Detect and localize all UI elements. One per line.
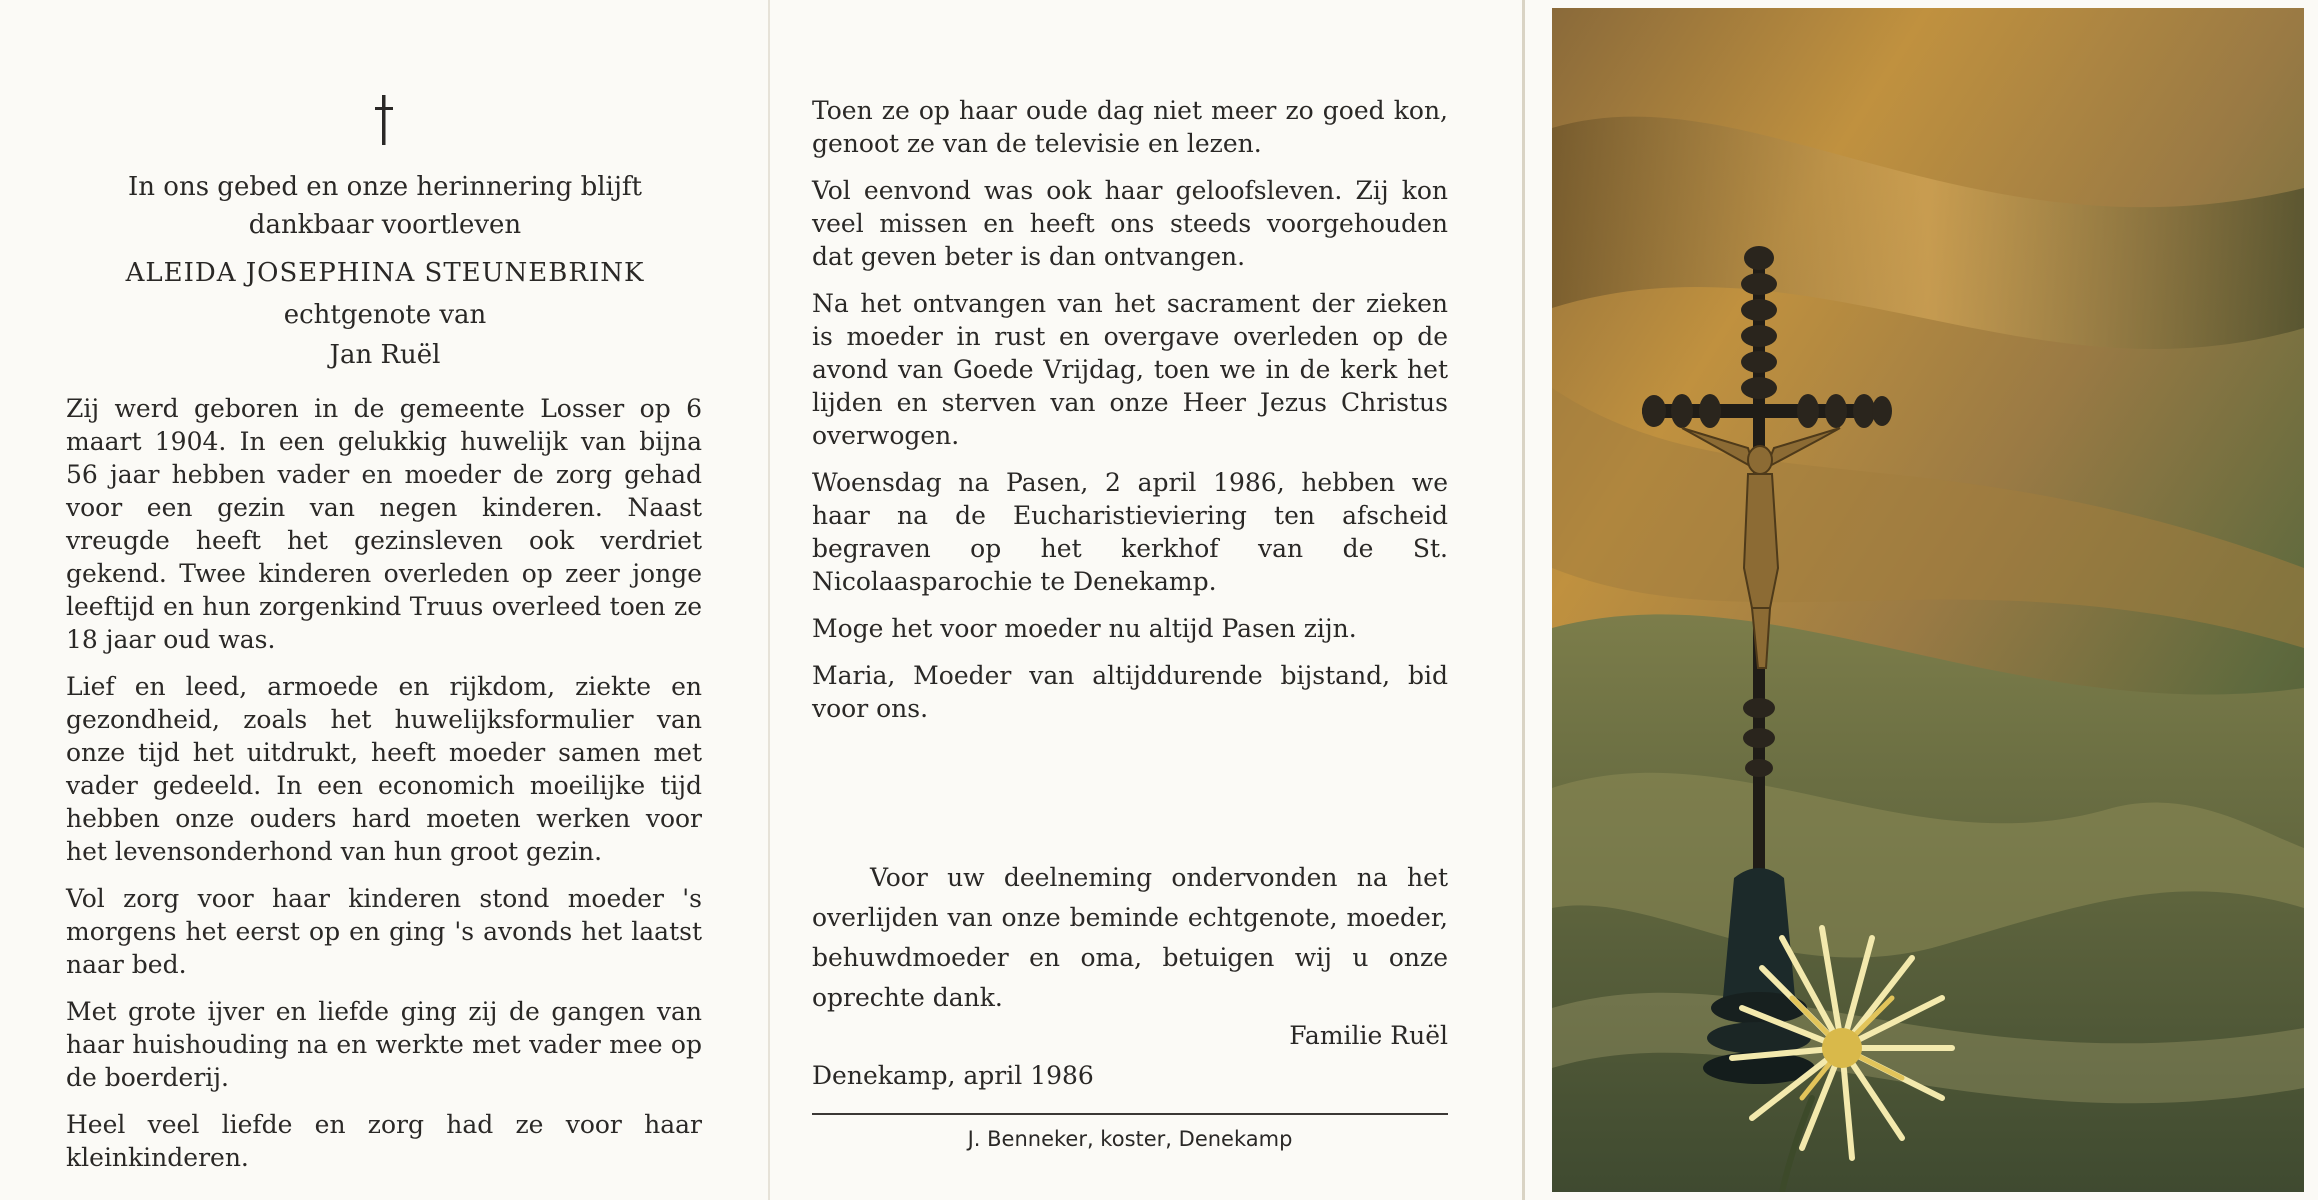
paragraph: Met grote ijver en liefde ging zij de gangen van haar huishouding na en werkte met vader mee op de boerderij.: [66, 997, 702, 1092]
paragraph: Moge het voor moeder nu altijd Pasen zijn.: [812, 614, 1357, 643]
family-signature: Familie Ruël: [1289, 1021, 1448, 1050]
printer-credit: J. Benneker, koster, Denekamp: [967, 1127, 1293, 1151]
paragraph: Na het ontvangen van het sacrament der zieken is moeder in rust en overgave overleden op de avond van Goede Vrijdag, toen we in de kerk het lijden en sterven van onze Heer Jezus Christus overwogen.: [812, 289, 1448, 450]
cross-icon: [373, 95, 395, 145]
paragraph: Vol zorg voor haar kinderen stond moeder 's morgens het eerst op en ging 's avonds het laatst naar bed.: [66, 884, 702, 979]
paragraph: Maria, Moeder van altijddurende bijstand, bid voor ons.: [812, 661, 1448, 723]
place-date: Denekamp, april 1986: [812, 1061, 1094, 1090]
paragraph: Heel veel liefde en zorg had ze voor haar kleinkinderen.: [66, 1110, 702, 1172]
deceased-name: ALEIDA JOSEPHINA STEUNEBRINK: [125, 258, 645, 288]
spouse-of-label: echtgenote van: [283, 300, 487, 330]
paragraph: Toen ze op haar oude dag niet meer zo goed kon, genoot ze van de televisie en lezen.: [812, 96, 1448, 158]
paragraph: Zij werd geboren in de gemeente Losser op 6 maart 1904. In een gelukkig huwelijk van bijna 56 jaar hebben vader en moeder de zorg gehad voor een gezin van negen kinderen. Naast vreugde heeft het gezinsleven ook verdriet gekend. Twee kinderen overleden op zeer jonge leeftijd en hun zorgenkind Truus overleed toen ze 18 jaar oud was.: [66, 394, 702, 654]
divider: [812, 1113, 1448, 1115]
paragraph: Woensdag na Pasen, 2 april 1986, hebben we haar na de Eucharistieviering ten afscheid begraven op het kerkhof van de St. Nicolaasparochie te Denekamp.: [812, 468, 1448, 596]
paragraph: Lief en leed, armoede en rijkdom, ziekte en gezondheid, zoals het huwelijksformulier van onze tijd het uitdrukt, heeft moeder samen met vader gedeeld. In een economich moeilijke tijd hebben onze ouders hard moeten werken voor het levensonderhond van hun groot gezin.: [66, 672, 702, 866]
page-fold: [1522, 0, 1525, 1200]
page-fold: [768, 0, 770, 1200]
thanks-text: Voor uw deelneming ondervonden na het overlijden van onze beminde echtgenote, moeder, behuwdmoeder en oma, betuigen wij u onze oprechte dank.: [812, 863, 1448, 1012]
middle-paragraphs: [812, 94, 1448, 739]
intro-text: In ons gebed en onze herinnering blijft dankbaar voortleven: [128, 172, 642, 240]
crucifix-photo: [1552, 8, 2304, 1192]
left-paragraphs: [66, 392, 702, 1188]
paragraph: Vol eenvond was ook haar geloofsleven. Zij kon veel missen en heeft ons steeds voorgehouden dat geven beter is dan ontvangen.: [812, 176, 1448, 271]
crucifix-image: [1552, 8, 2304, 1192]
spouse-name: Jan Ruël: [329, 340, 441, 370]
